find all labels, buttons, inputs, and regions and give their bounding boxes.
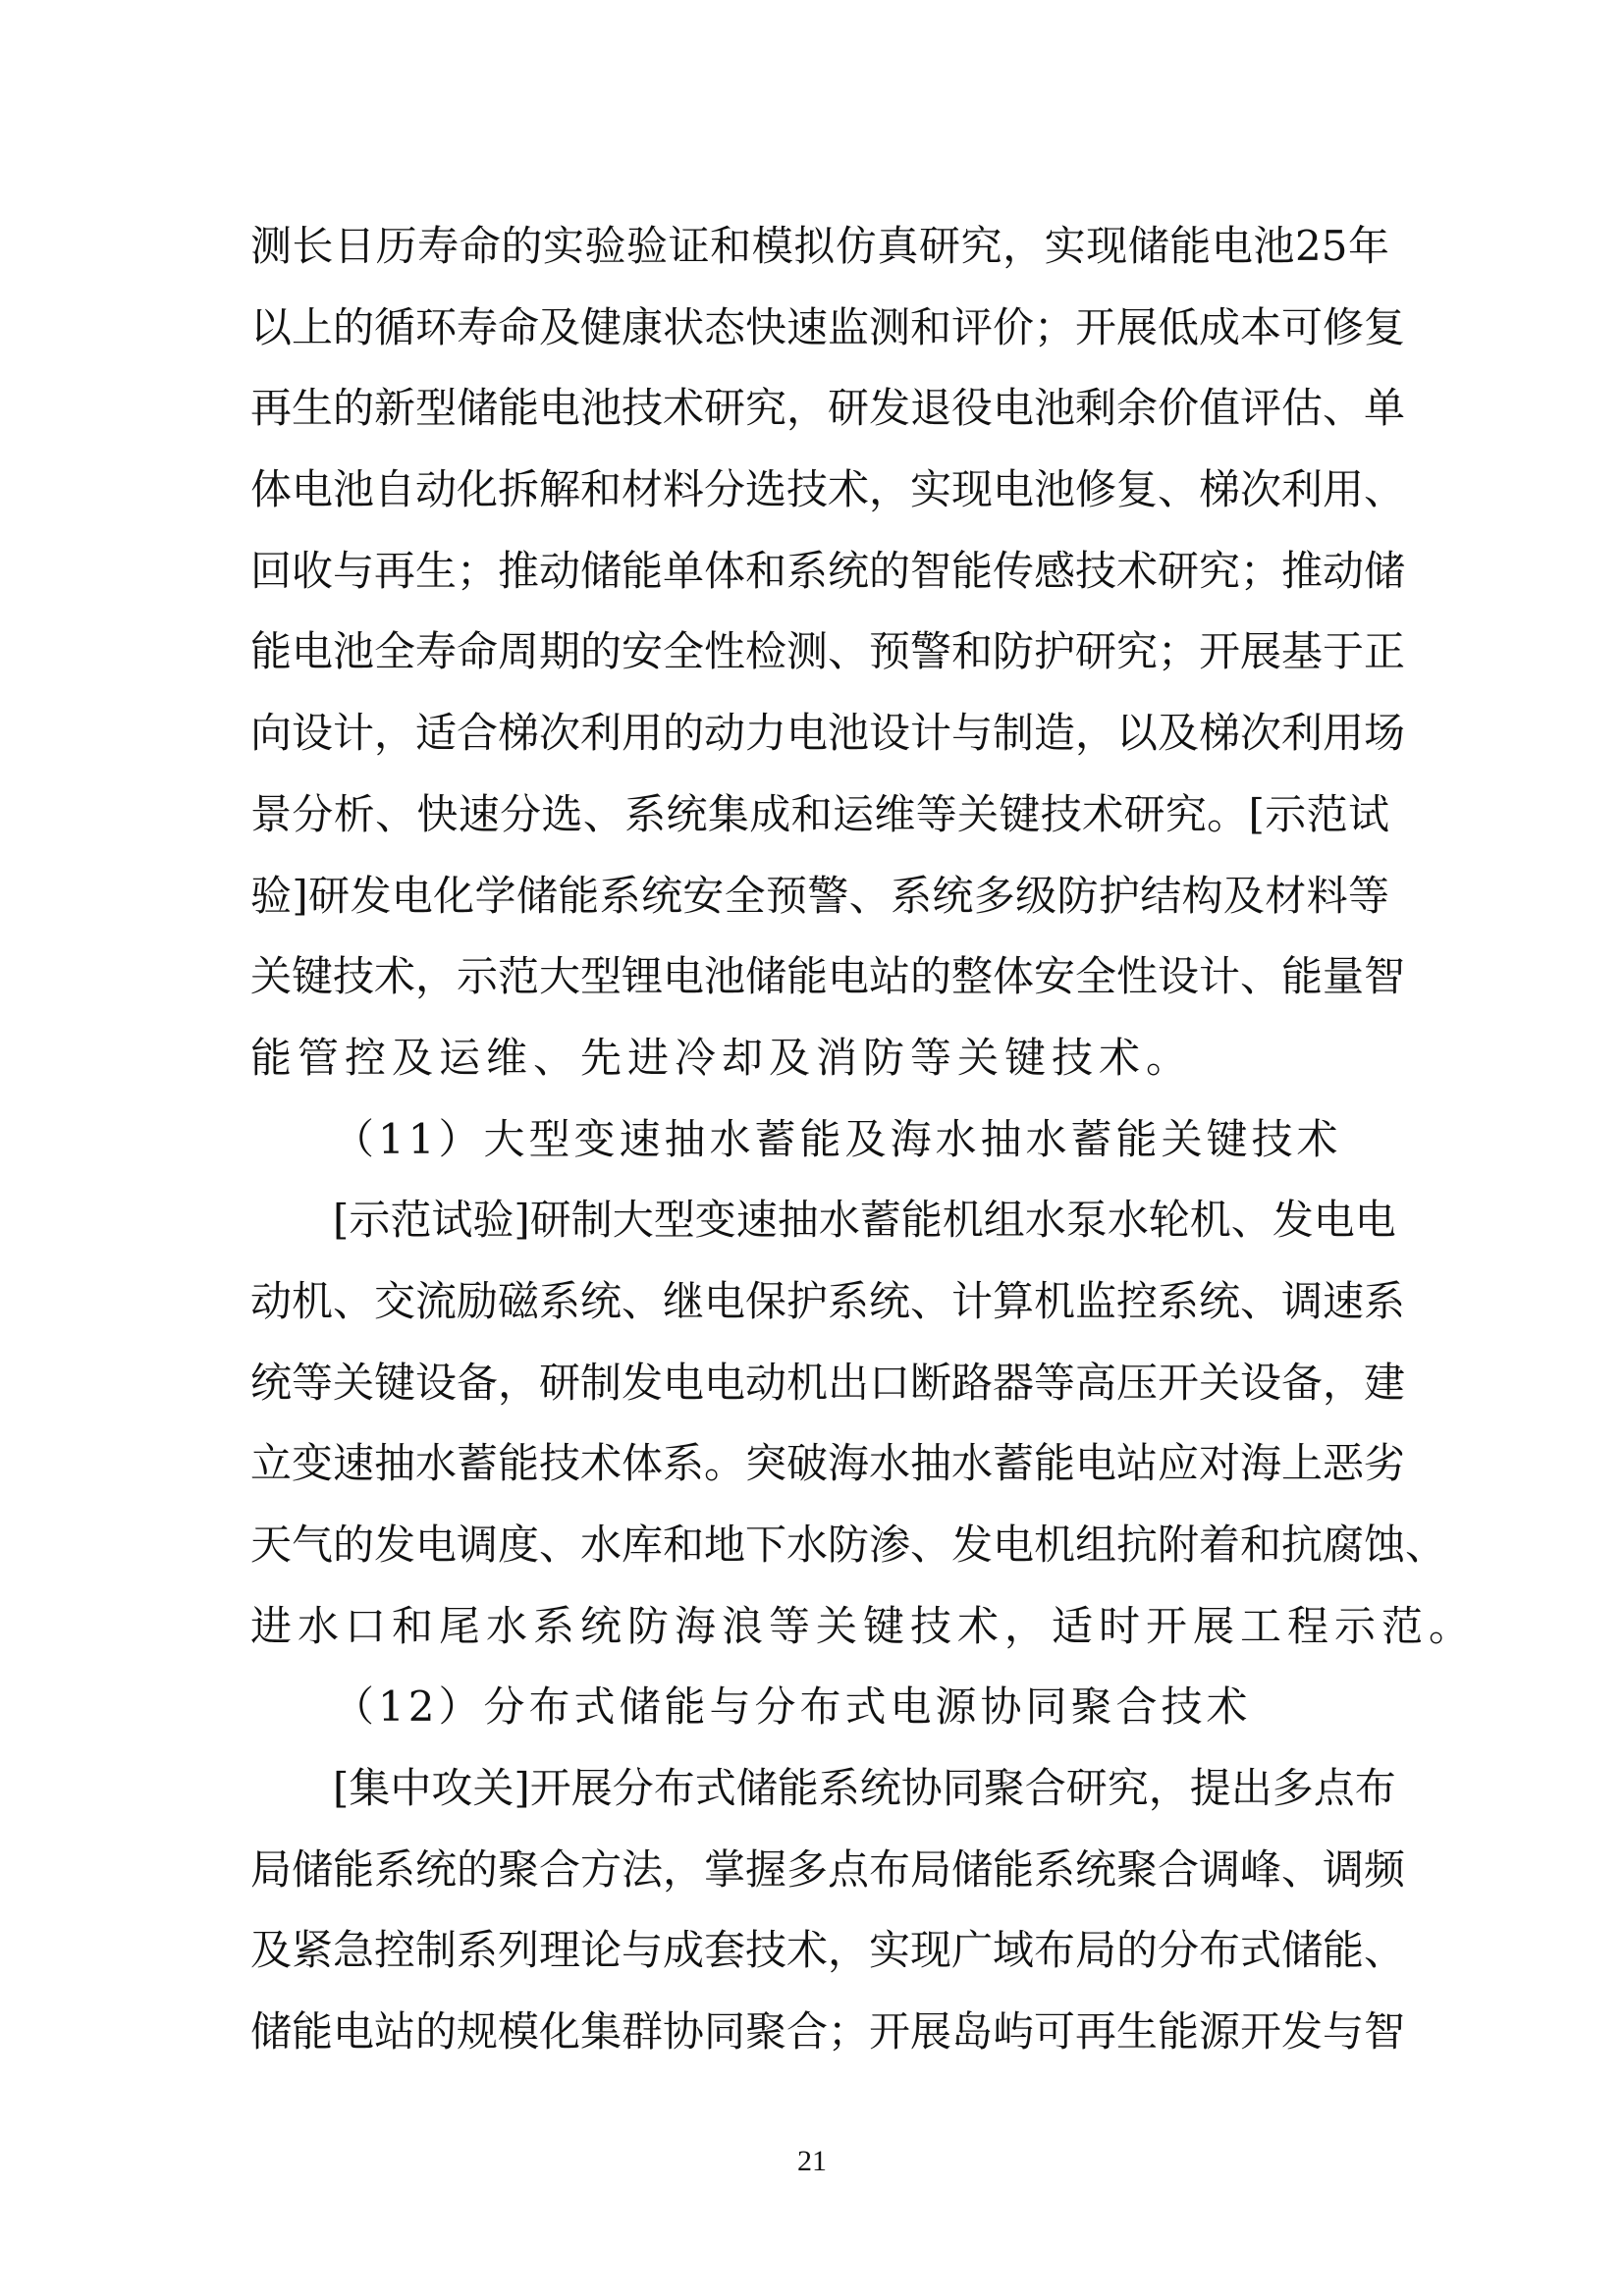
text-line: [集中攻关]开展分布式储能系统协同聚合研究，提出多点布	[333, 1764, 1396, 1813]
text-line: [示范试验]研制大型变速抽水蓄能机组水泵水轮机、发电电	[333, 1196, 1396, 1245]
text-line: 天气的发电调度、水库和地下水防渗、发电机组抗附着和抗腐蚀、	[250, 1521, 1447, 1569]
text-line: 统等关键设备，研制发电电动机出口断路器等高压开关设备，建	[250, 1358, 1406, 1407]
text-line: 验]研发电化学储能系统安全预警、系统多级防护结构及材料等	[250, 871, 1389, 920]
text-line: 测长日历寿命的实验验证和模拟仿真研究，实现储能电池25年	[250, 222, 1389, 270]
text-line: 关键技术，示范大型锂电池储能电站的整体安全性设计、能量智	[250, 952, 1406, 1001]
text-line: 再生的新型储能电池技术研究，研发退役电池剩余价值评估、单	[250, 384, 1406, 433]
text-line: 以上的循环寿命及健康状态快速监测和评价；开展低成本可修复	[250, 302, 1406, 351]
text-line: 及紧急控制系列理论与成套技术，实现广域布局的分布式储能、	[250, 1926, 1406, 1975]
text-line: 进水口和尾水系统防海浪等关键技术，适时开展工程示范。	[250, 1601, 1477, 1650]
page-number: 21	[797, 2145, 827, 2177]
text-line: 向设计，适合梯次利用的动力电池设计与制造，以及梯次利用场	[250, 709, 1406, 758]
text-line: 储能电站的规模化集群协同聚合；开展岛屿可再生能源开发与智	[250, 2007, 1406, 2056]
section-heading-12: （12）分布式储能与分布式电源协同聚合技术	[333, 1682, 1252, 1732]
text-line: 立变速抽水蓄能技术体系。突破海水抽水蓄能电站应对海上恶劣	[250, 1439, 1406, 1488]
text-line: 动机、交流励磁系统、继电保护系统、计算机监控系统、调速系	[250, 1276, 1406, 1325]
document-body	[250, 206, 1477, 2073]
text-line: 能电池全寿命周期的安全性检测、预警和防护研究；开展基于正	[250, 627, 1406, 676]
section-heading-11: （11）大型变速抽水蓄能及海水抽水蓄能关键技术	[333, 1114, 1342, 1163]
text-line: 能管控及运维、先进冷却及消防等关键技术。	[250, 1033, 1194, 1082]
text-line: 回收与再生；推动储能单体和系统的智能传感技术研究；推动储	[250, 546, 1406, 595]
text-line: 景分析、快速分选、系统集成和运维等关键技术研究。[示范试	[250, 789, 1389, 838]
text-line: 局储能系统的聚合方法，掌握多点布局储能系统聚合调峰、调频	[250, 1844, 1406, 1894]
text-line: 体电池自动化拆解和材料分选技术，实现电池修复、梯次利用、	[250, 465, 1406, 514]
